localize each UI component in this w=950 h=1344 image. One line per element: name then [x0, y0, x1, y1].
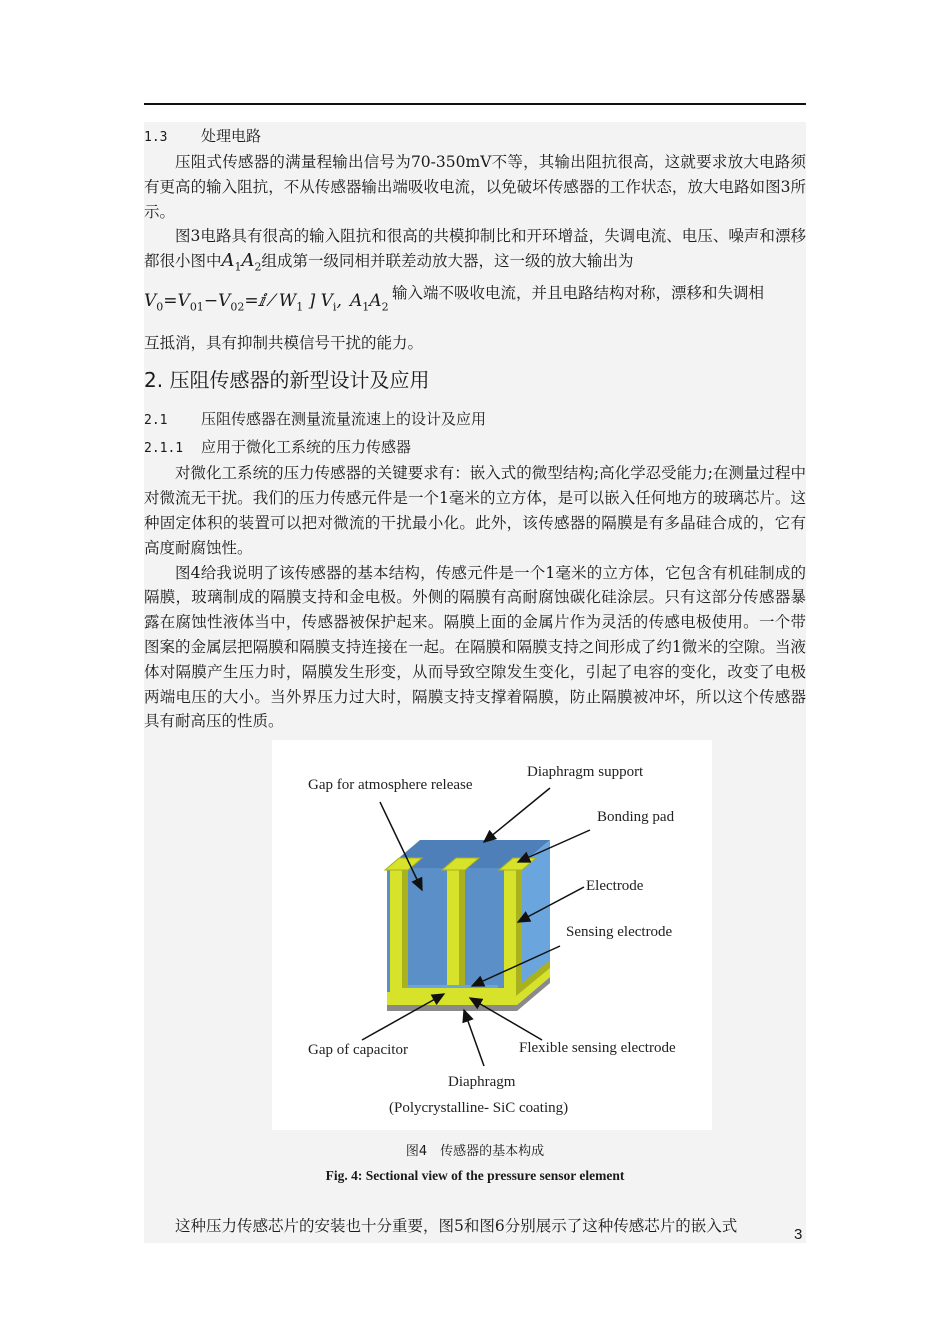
a1a2-symbol: $A_1A_2$ [221, 250, 262, 274]
formula-trailing-text: 输入端不吸收电流，并且电路结构对称，漂移和失调相 [392, 283, 765, 302]
paragraph-3: 互抵消，具有抑制共模信号干扰的能力。 [144, 333, 424, 352]
label-flex: Flexible sensing electrode [519, 1040, 676, 1057]
section-number: 2.1 [144, 413, 168, 429]
section-number: 1.3 [144, 130, 168, 145]
label-gap-capacitor: Gap of capacitor [308, 1042, 408, 1059]
section-number: 2.1.1 [144, 441, 184, 457]
paragraph-2 [144, 224, 806, 280]
chapter-2-heading: 2. 压阻传感器的新型设计及应用 [144, 368, 430, 393]
label-coating: (Polycrystalline- SiC coating) [389, 1100, 569, 1117]
section-2-1-heading [144, 407, 806, 433]
gap-line [408, 985, 498, 988]
paragraph-4: 对微化工系统的压力传感器的关键要求有：嵌入式的微型结构;高化学忍受能力;在测量过程中对微流无干扰。我们的压力传感元件是一个1毫米的立方体，是可以嵌入任何地方的玻璃芯片。这种固定体积的装置可以把对微流的干扰最小化。此外，该传感器的隔膜是有多晶硅合成的，它有高度耐腐蚀性。 [144, 464, 806, 557]
paragraph-5: 图4给我说明了该传感器的基本结构，传感元件是一个1毫米的立方体，它包含有机硅制成的隔膜，玻璃制成的隔膜支持和金电极。外侧的隔膜有高耐腐蚀碳化硅涂层。只有这部分传感器暴露在腐蚀性液体当中，传感器被保护起来。隔膜上面的金属片作为灵活的传感电极使用。一个带图案的金属层把隔膜和隔膜支持连接在一起。在隔膜和隔膜支持之间形成了约1微米的空隙。当液体对隔膜产生压力时，隔膜发生形变，从而导致空隙发生变化，引起了电容的变化，改变了电极两端电压的大小。当外界压力过大时，隔膜支持支撑着隔膜，防止隔膜被冲坏，所以这个传感器具有耐高压的性质。 [144, 563, 806, 731]
paragraph-2-text-b: 组成第一级同相并联差动放大器，这一级的放大输出为 [261, 252, 634, 271]
page-number: 3 [794, 1226, 803, 1243]
arrow-support [484, 788, 550, 842]
formula-row [144, 281, 806, 331]
label-electrode: Electrode [586, 878, 644, 895]
paragraph-1: 压阻式传感器的满量程输出信号为70-350mV不等，其输出阻抗很高，这就要求放大电路须有更高的输入阻抗，不从传感器输出端吸收电流，以免破坏传感器的工作状态，放大电路如图3所示。 [144, 153, 806, 221]
label-support: Diaphragm support [527, 764, 644, 781]
section-title: 应用于微化工系统的压力传感器 [201, 438, 412, 457]
arrow-diaphragm [464, 1010, 484, 1066]
a1a2-formula-symbol: $A_1A_2$ [350, 290, 389, 313]
sensor-figure [272, 740, 712, 1130]
section-title: 处理电路 [201, 127, 262, 145]
section-title: 压阻传感器在测量流量流速上的设计及应用 [201, 410, 487, 429]
label-bonding: Bonding pad [597, 809, 675, 826]
label-diaphragm: Diaphragm [448, 1074, 516, 1091]
header-rule [144, 103, 806, 105]
sensing-electrode-bar [390, 988, 516, 996]
figure-caption-en: Fig. 4: Sectional view of the pressure sensor element [325, 1168, 625, 1184]
section-1-3-heading [144, 124, 806, 150]
page-content [144, 122, 806, 1243]
label-gap-release: Gap for atmosphere release [308, 777, 473, 794]
amplifier-formula: $V_0=V_{01}-V_{02}=ⅈ$ ⁄ $W_1$ ] $V_i$, [144, 290, 342, 313]
paragraph-2-text: 图3电路具有很高的输入阻抗和很高的共模抑制比和开环增益，失调电流、电压、噪声和漂移都很小图中 [144, 227, 806, 271]
sensor-diagram [272, 740, 712, 1130]
figure-caption-cn: 图4 传感器的基本构成 [405, 1144, 545, 1160]
paragraph-6: 这种压力传感芯片的安装也十分重要，图5和图6分别展示了这种传感芯片的嵌入式 [175, 1217, 738, 1236]
label-sensing: Sensing electrode [566, 924, 673, 941]
section-2-1-1-heading [144, 435, 806, 461]
